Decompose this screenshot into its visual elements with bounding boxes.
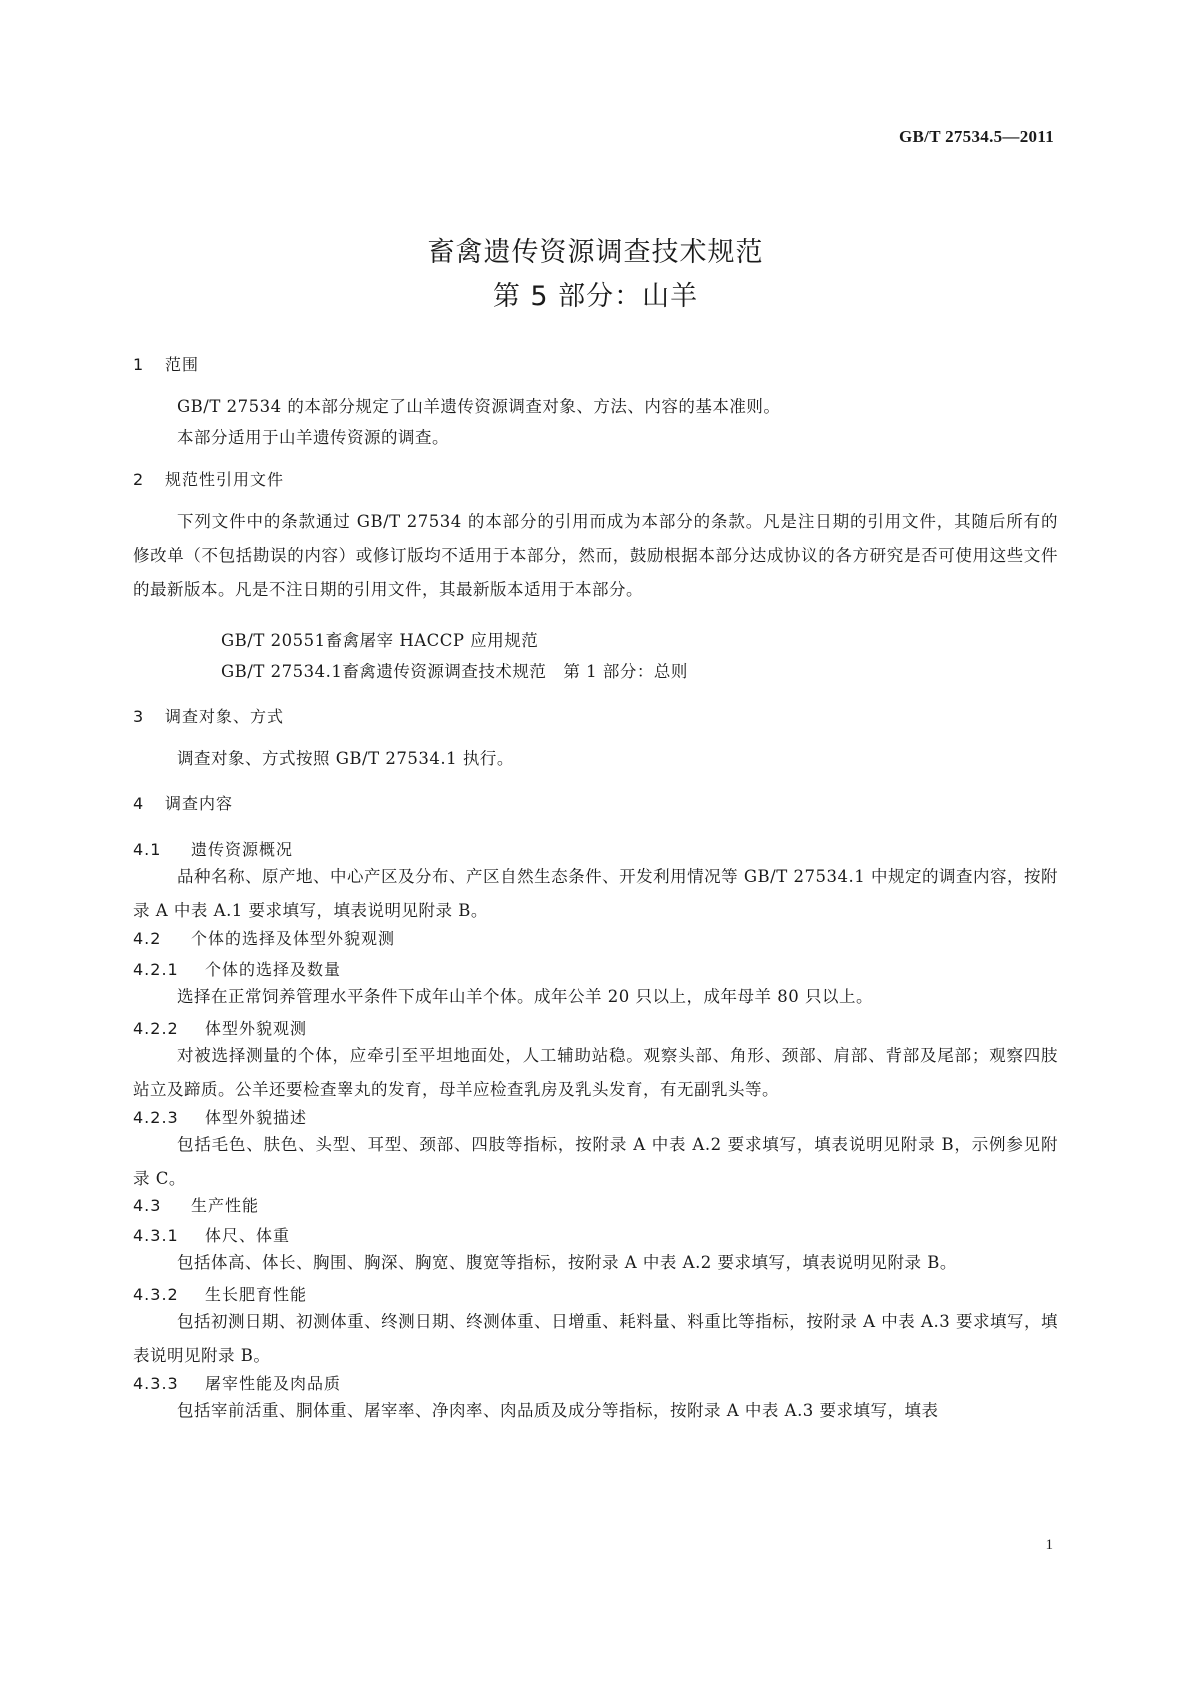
section-title: 屠宰性能及肉品质 <box>205 1374 342 1393</box>
section-3-heading <box>133 700 1058 734</box>
section-title: 体尺、体重 <box>205 1226 291 1245</box>
section-4-heading <box>133 787 1058 821</box>
section-4-2-heading <box>133 922 1058 956</box>
section-4-3-1-paragraph: 包括体高、体长、胸围、胸深、胸宽、腹宽等指标，按附录 A 中表 A.2 要求填写，填表说明见附录 B。 <box>177 1253 957 1272</box>
section-number: 4.2.2 <box>133 1019 179 1038</box>
section-2-paragraph: 下列文件中的条款通过 GB/T 27534 的本部分的引用而成为本部分的条款。凡是注日期的引用文件，其随后所有的修改单（不包括勘误的内容）或修订版均不适用于本部分，然而，鼓励根据本部分达成协议的各方研究是否可使用这些文件的最新版本。凡是不注日期的引用文件，其最新版本适用于本部分。 <box>133 512 1058 599</box>
section-4-3-3-paragraph: 包括宰前活重、胴体重、屠宰率、净肉率、肉品质及成分等指标，按附录 A 中表 A.3 要求填写，填表 <box>177 1401 939 1420</box>
section-number: 4.1 <box>133 840 162 859</box>
section-title: 体型外貌描述 <box>205 1108 308 1127</box>
section-4-1-paragraph: 品种名称、原产地、中心产区及分布、产区自然生态条件、开发利用情况等 GB/T 27534.1 中规定的调查内容，按附录 A 中表 A.1 要求填写，填表说明见附录 B。 <box>133 867 1058 920</box>
section-title: 规范性引用文件 <box>165 470 285 489</box>
section-number: 4.3 <box>133 1196 162 1215</box>
section-1-paragraph: 本部分适用于山羊遗传资源的调查。 <box>177 428 449 447</box>
section-number: 4.2.3 <box>133 1108 179 1127</box>
section-number: 4.3.2 <box>133 1285 179 1304</box>
section-title: 遗传资源概况 <box>191 840 294 859</box>
document-id: GB/T 27534.5—2011 <box>899 127 1054 146</box>
section-4-3-2-paragraph: 包括初测日期、初测体重、终测日期、终测体重、日增重、耗料量、料重比等指标，按附录 A 中表 A.3 要求填写，填表说明见附录 B。 <box>133 1312 1058 1365</box>
section-4-2-2-paragraph: 对被选择测量的个体，应牵引至平坦地面处，人工辅助站稳。观察头部、角形、颈部、肩部、背部及尾部；观察四肢站立及蹄质。公羊还要检查睾丸的发育，母羊应检查乳房及乳头发育，有无副乳头等。 <box>133 1046 1058 1099</box>
section-title: 范围 <box>165 355 200 374</box>
section-4-2-3-paragraph: 包括毛色、肤色、头型、耳型、颈部、四肢等指标，按附录 A 中表 A.2 要求填写，填表说明见附录 B，示例参见附录 C。 <box>133 1135 1058 1188</box>
document-subtitle: 第 5 部分：山羊 <box>492 281 699 312</box>
reference-code: GB/T 27534.1 <box>221 662 343 681</box>
section-title: 个体的选择及数量 <box>205 960 342 979</box>
reference-title: 畜禽遗传资源调查技术规范 第 1 部分：总则 <box>342 662 688 681</box>
section-4-2-1-paragraph: 选择在正常饲养管理水平条件下成年山羊个体。成年公羊 20 只以上，成年母羊 80 只以上。 <box>177 987 873 1006</box>
section-title: 调查对象、方式 <box>165 707 285 726</box>
section-3-paragraph: 调查对象、方式按照 GB/T 27534.1 执行。 <box>177 749 514 768</box>
normative-reference <box>133 655 1058 689</box>
normative-reference <box>133 624 1058 658</box>
section-number: 4.2.1 <box>133 960 179 979</box>
section-number: 4.2 <box>133 929 162 948</box>
section-title: 生产性能 <box>191 1196 260 1215</box>
section-number: 2 <box>133 470 145 489</box>
section-title: 调查内容 <box>165 794 234 813</box>
section-title: 个体的选择及体型外貌观测 <box>191 929 396 948</box>
section-number: 3 <box>133 707 145 726</box>
section-4-3-heading <box>133 1189 1058 1223</box>
section-number: 1 <box>133 355 145 374</box>
reference-title: 畜禽屠宰 HACCP 应用规范 <box>325 631 539 650</box>
section-number: 4 <box>133 794 145 813</box>
section-1-paragraph: GB/T 27534 的本部分规定了山羊遗传资源调查对象、方法、内容的基本准则。 <box>177 397 781 416</box>
section-number: 4.3.3 <box>133 1374 179 1393</box>
reference-code: GB/T 20551 <box>221 631 326 650</box>
section-title: 体型外貌观测 <box>205 1019 308 1038</box>
section-title: 生长肥育性能 <box>205 1285 308 1304</box>
document-title: 畜禽遗传资源调查技术规范 <box>427 237 764 268</box>
section-2-heading <box>133 463 1058 497</box>
section-number: 4.3.1 <box>133 1226 179 1245</box>
section-1-heading <box>133 348 1058 382</box>
page-number: 1 <box>1045 1537 1053 1553</box>
